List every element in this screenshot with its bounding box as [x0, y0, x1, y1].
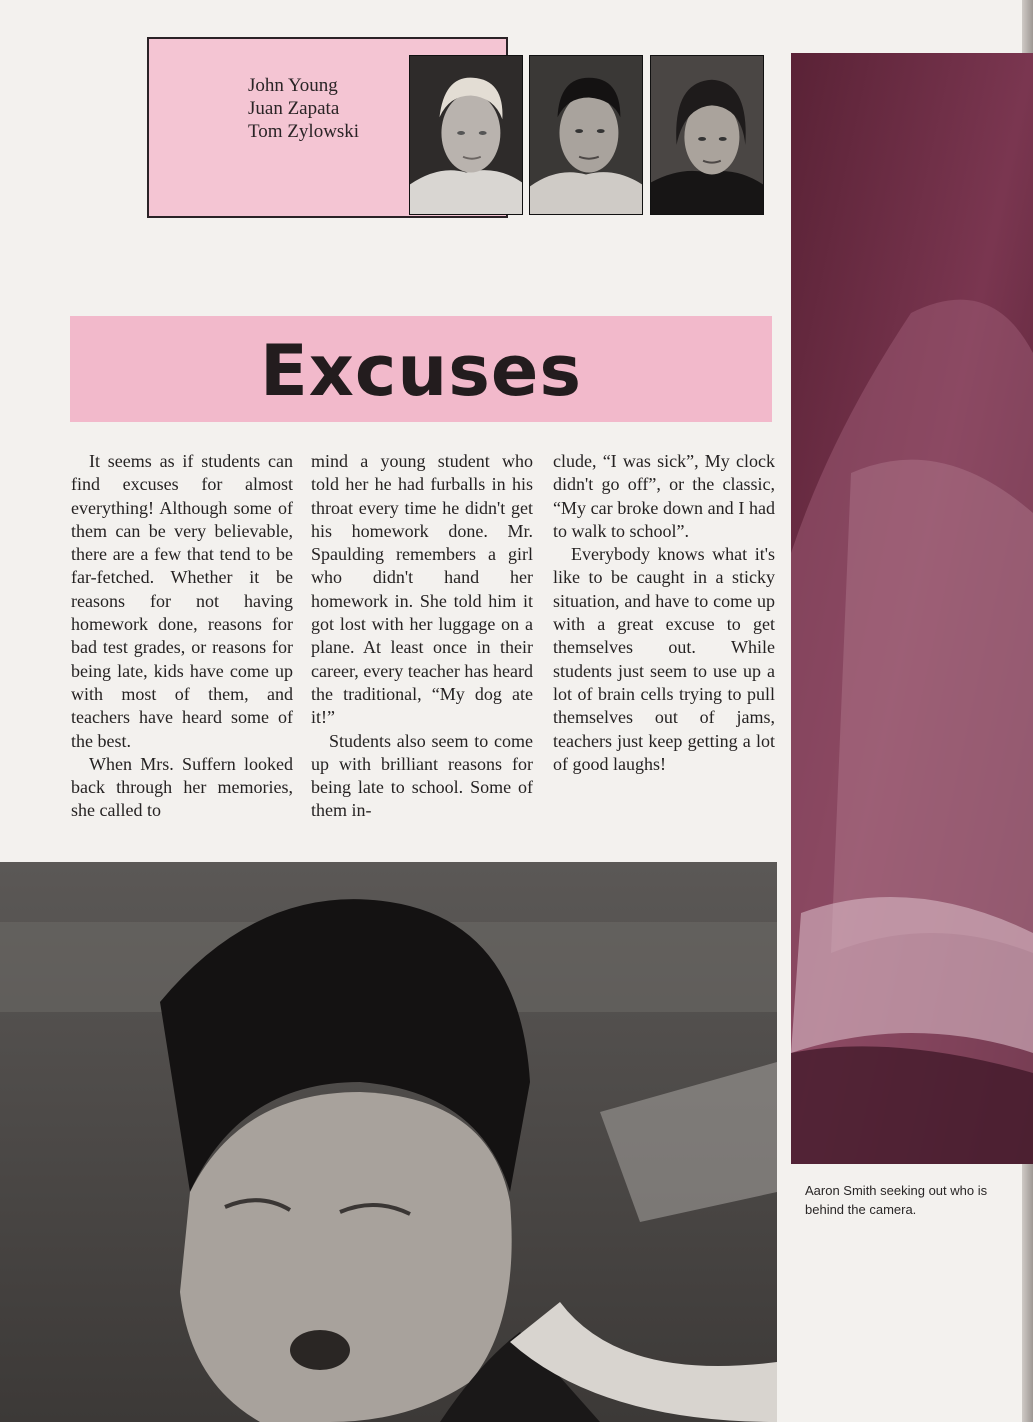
bottom-photo-student — [0, 862, 777, 1422]
photo-caption: Aaron Smith seeking out who is behind the camera. — [805, 1183, 988, 1217]
bottom-photo-image — [0, 862, 777, 1422]
student-name: Juan Zapata — [248, 98, 340, 119]
side-photo-image — [791, 53, 1033, 1164]
portrait-tom-zylowski — [650, 55, 764, 215]
portrait-john-young — [409, 55, 523, 215]
portrait-photo — [410, 56, 522, 214]
paragraph: Students also seem to come up with brilliant reasons for being late to school. Some of them in- — [311, 730, 533, 821]
student-names-list — [248, 74, 359, 143]
student-name: Tom Zylowski — [248, 121, 360, 142]
portrait-photo — [651, 56, 763, 214]
article-column-2 — [311, 450, 533, 823]
title-band — [70, 316, 772, 422]
paragraph: clude, “I was sick”, My clock didn't go off”, or the classic, “My car broke down and I had to walk to school”. — [553, 451, 775, 541]
article-title: Excuses — [259, 330, 583, 412]
paragraph: When Mrs. Suffern looked back through her memories, she called to — [71, 753, 293, 821]
paragraph: It seems as if students can find excuses for almost everything! Although some of them can be very believable, there are a few that tend to be far-fetched. Whether it be reasons for not having homework done, reasons for bad test grades, or reasons for being late, kids have come up with most of them, and teachers have heard some of the best. — [71, 451, 293, 751]
side-photo-aaron-smith — [791, 53, 1033, 1164]
portrait-photo — [530, 56, 642, 214]
paragraph: Everybody knows what it's like to be caught in a sticky situation, and have to come up with a great excuse to get themselves out. While students just seem to use up a lot of brain cells trying to pull themselves out of jams, teachers just keep getting a lot of good laughs! — [553, 544, 775, 774]
portrait-juan-zapata — [529, 55, 643, 215]
paragraph: mind a young student who told her he had furballs in his throat every time he didn't get his homework done. Mr. Spaulding remembers a girl who didn't hand her homework in. She told him it got lost with her luggage on a plane. At least once in their career, every teacher has heard the traditional, “My dog ate it!” — [311, 451, 533, 728]
article-column-3 — [553, 450, 775, 776]
article-column-1 — [71, 450, 293, 823]
student-name: John Young — [248, 75, 338, 96]
